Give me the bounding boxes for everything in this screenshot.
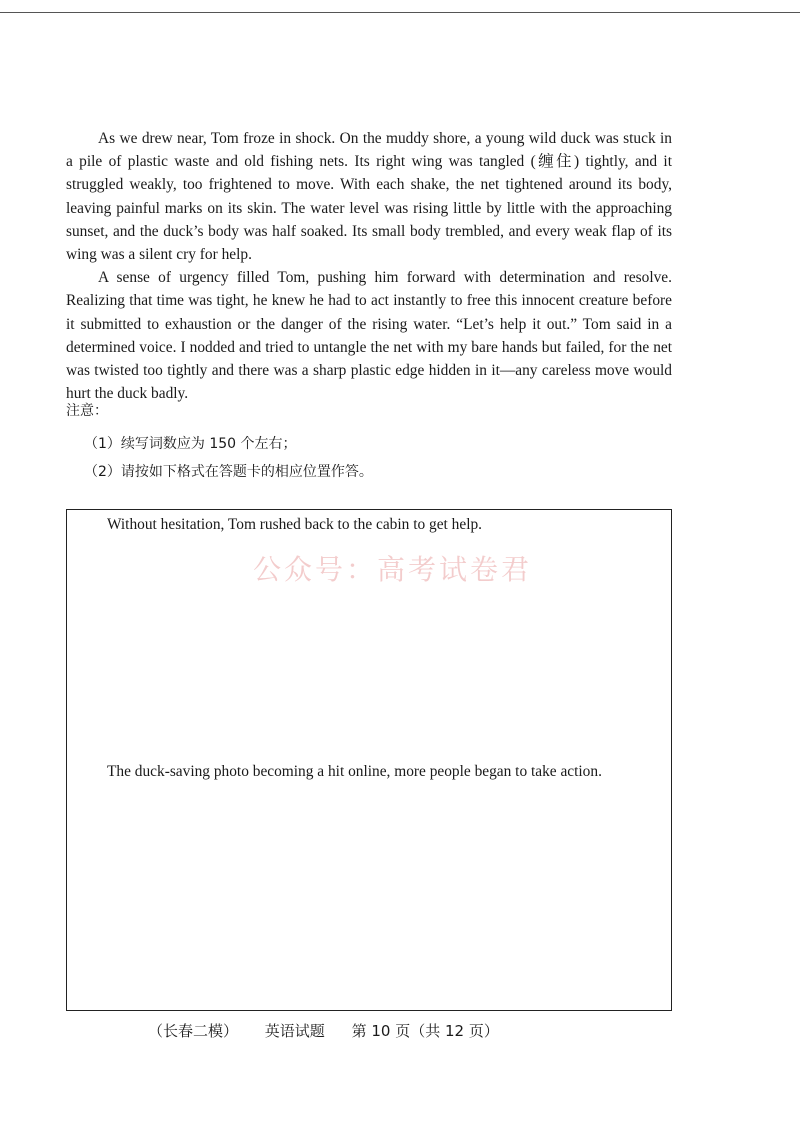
notes-heading: 注意： (66, 403, 108, 419)
page-footer (148, 1020, 521, 1041)
passage-paragraph-2: A sense of urgency filled Tom, pushing him forward with determination and resolve. Realizing that time was tight, he knew he had to act instantly to free this innocent creature before it submitted to exhaustion or the danger of the rising water. “Let’s help it out.” Tom said in a determined voice. I nodded and tried to untangle the net with my bare hands but failed, for the net was twisted too tightly and there was a sharp plastic edge hidden in it—any careless move would hurt the duck badly. (66, 269, 672, 403)
watermark: 公众号：高考试卷君 (253, 553, 533, 586)
note-item-2: （2）请按如下格式在答题卡的相应位置作答。 (84, 464, 373, 480)
passage-paragraph-1: As we drew near, Tom froze in shock. On the muddy shore, a young wild duck was stuck in a pile of plastic waste and old fishing nets. Its right wing was tangled (缠住) tightly, and it struggled weakly, too frightened to move. With each shake, the net tightened around its body, leaving painful marks on its skin. The water level was rising little by little with the approaching sunset, and the duck’s body was half soaked. Its small body trembled, and every weak flap of its wing was a silent cry for help. (66, 130, 672, 264)
answer-box (66, 509, 672, 1011)
story-passage (66, 127, 672, 405)
continuation-prompt-2: The duck-saving photo becoming a hit online, more people began to take action. (107, 763, 602, 780)
footer-page-number: 第 10 页（共 12 页） (351, 1022, 499, 1040)
top-border-line (0, 12, 800, 13)
footer-exam-name: （长春二模） (148, 1022, 239, 1040)
continuation-prompt-1: Without hesitation, Tom rushed back to the cabin to get help. (107, 516, 483, 533)
note-item-1: （1）续写词数应为 150 个左右； (84, 436, 297, 452)
footer-subject: 英语试题 (264, 1022, 325, 1040)
